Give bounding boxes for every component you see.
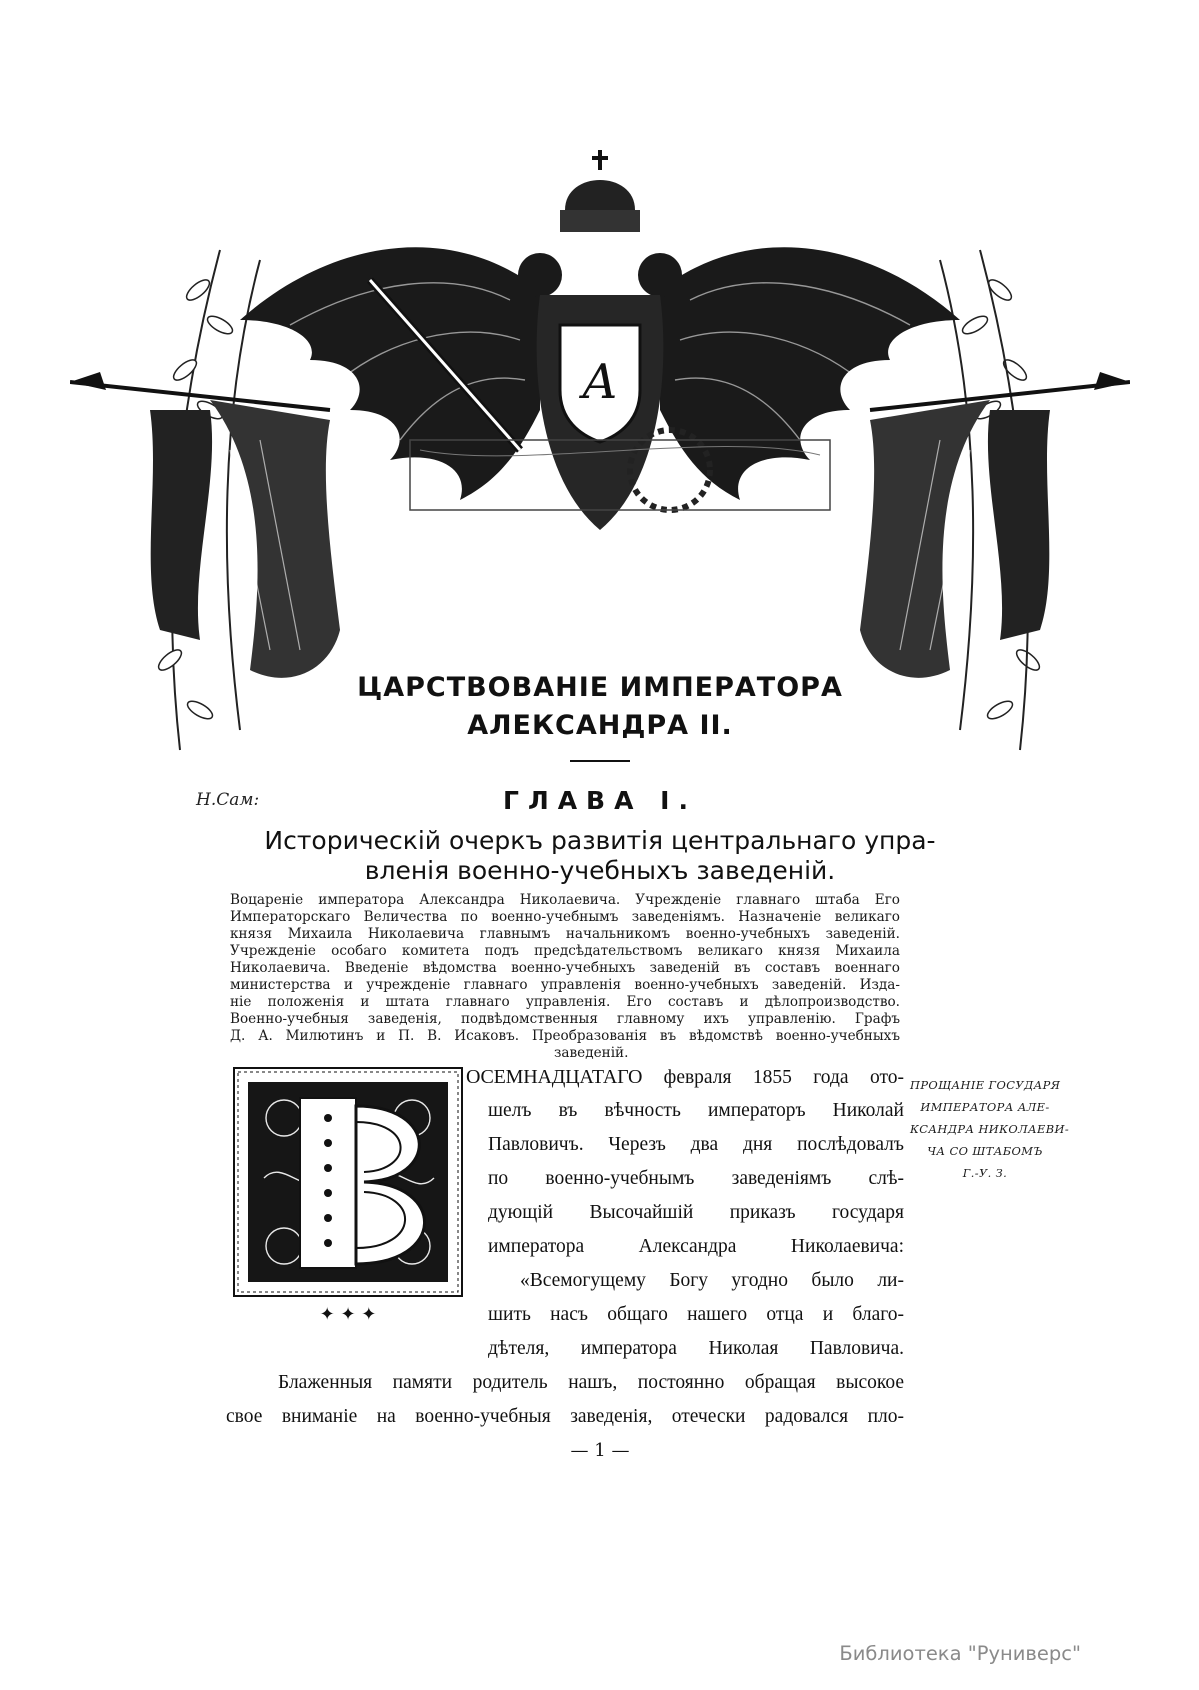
- artist-signature: Н.Сам:: [196, 790, 260, 810]
- summary-line: Военно-учебныя заведенія, подвѣдомственныя главному ихъ управленію. Графъ: [230, 1011, 900, 1027]
- body-line: ОСЕМНАДЦАТАГО февраля 1855 года ото-: [466, 1066, 904, 1088]
- body-line: Павловичъ. Черезъ два дня послѣдовалъ: [488, 1134, 904, 1155]
- margin-note-line: ПРОЩАНІЕ ГОСУДАРЯ: [910, 1078, 1061, 1092]
- svg-text:✦ ✦ ✦: ✦ ✦ ✦: [319, 1304, 377, 1325]
- summary-line: министерства и учрежденіе главнаго управленія военно-учебныхъ заведеній. Изда-: [230, 977, 900, 993]
- margin-note-line: ЧА СО ШТАБОМЪ: [927, 1144, 1043, 1158]
- margin-note-line: КСАНДРА НИКОЛАЕВИ-: [910, 1122, 1070, 1136]
- summary-line: Николаевича. Введеніе вѣдомства военно-учебныхъ заведеній въ составъ военнаго: [230, 960, 900, 976]
- lead-word: ОСЕМНАДЦАТАГО: [466, 1066, 643, 1088]
- chapter-title-line-2: вленія военно-учебныхъ заведеній.: [364, 856, 836, 885]
- summary-line: князя Михаила Николаевича главнымъ начальникомъ военно-учебныхъ заведеній.: [230, 926, 900, 942]
- margin-note-line: ИМПЕРАТОРА АЛЕ-: [920, 1100, 1050, 1114]
- body-line: дующій Высочайшій приказъ государя: [488, 1202, 904, 1223]
- body-line: шелъ въ вѣчность императоръ Николай: [488, 1100, 904, 1121]
- summary-line: Воцареніе императора Александра Николаевича. Учрежденіе главнаго штаба Его: [230, 892, 900, 908]
- body-line: свое вниманіе на военно-учебныя заведенія, отечески радовался пло-: [226, 1406, 904, 1427]
- chapter-summary: [230, 892, 900, 1062]
- reign-title-line-1: ЦАРСТВОВАНІЕ ИМПЕРАТОРА: [357, 672, 843, 703]
- margin-note: [910, 1074, 1070, 1184]
- summary-line: Д. А. Милютинъ и П. В. Исаковъ. Преобразованія въ вѣдомствѣ военно-учебныхъ: [230, 1028, 900, 1044]
- summary-line: Императорскаго Величества по военно-учебнымъ заведеніямъ. Назначеніе великаго: [230, 909, 900, 925]
- margin-note-line: Г.-У. З.: [962, 1166, 1008, 1180]
- summary-line: ніе положенія и штата главнаго управленія. Его составъ и дѣлопроизводство.: [230, 994, 900, 1010]
- chapter-label: ГЛАВА I.: [503, 786, 697, 815]
- body-line: шить насъ общаго нашего отца и благо-: [488, 1304, 904, 1325]
- library-watermark: Библиотека "Руниверс": [839, 1642, 1081, 1665]
- body-line: императора Александра Николаевича:: [488, 1236, 904, 1257]
- body-line: дѣтеля, императора Николая Павловича.: [488, 1338, 904, 1359]
- body-line: по военно-учебнымъ заведеніямъ слѣ-: [488, 1168, 904, 1189]
- drop-cap-ornament: [224, 1058, 472, 1328]
- body-line: «Всемогущему Богу угодно было ли-: [520, 1270, 904, 1291]
- summary-line: заведеній.: [554, 1045, 629, 1061]
- page-number: — 1 —: [570, 1440, 630, 1461]
- body-line: Блаженныя памяти родитель нашъ, постоянно обращая высокое: [278, 1372, 904, 1393]
- summary-line: Учрежденіе особаго комитета подъ предсѣдательствомъ великаго князя Михаила: [230, 943, 900, 959]
- title-divider: [570, 760, 630, 762]
- chapter-title-line-1: Историческій очеркъ развитія центральнаго упра-: [264, 826, 936, 855]
- svg-text:A: A: [582, 354, 618, 410]
- reign-title-line-2: АЛЕКСАНДРА II.: [467, 710, 733, 741]
